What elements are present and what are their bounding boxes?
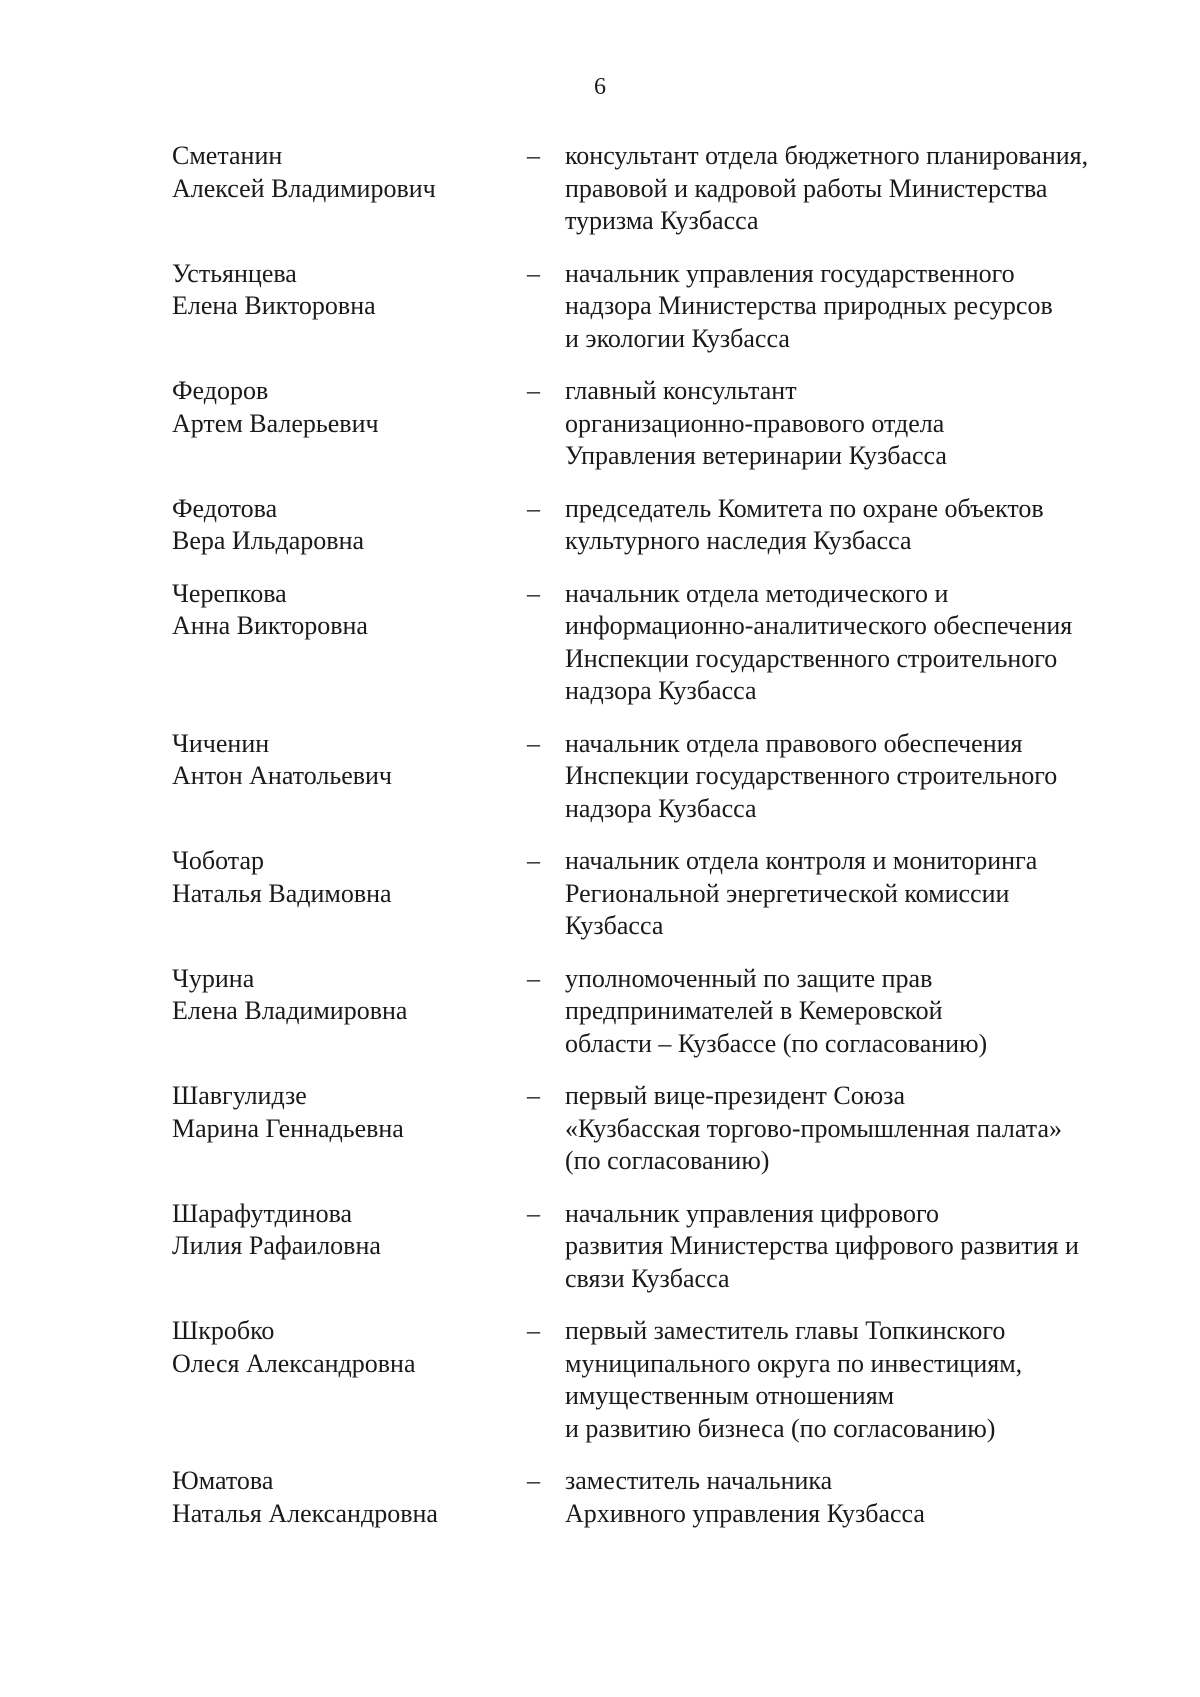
member-surname: Чурина (172, 963, 255, 993)
separator-dash: – (527, 578, 540, 608)
position-line: развития Министерства цифрового развития и (565, 1231, 1079, 1260)
member-name (172, 1315, 527, 1380)
member-entry (172, 493, 1152, 558)
member-name (172, 140, 527, 205)
position-line: начальник управления государственного (565, 258, 1015, 288)
position-line: (по согласованию) (565, 1146, 770, 1175)
position-line: информационно-аналитического обеспечения (565, 611, 1073, 640)
member-name (172, 1465, 527, 1530)
member-entry (172, 1198, 1152, 1296)
position-line: Инспекции государственного строительного (565, 761, 1058, 790)
separator-dash: – (527, 1316, 540, 1345)
member-surname: Федотова (172, 493, 278, 523)
member-entry (172, 578, 1152, 708)
member-surname: Шкробко (172, 1316, 275, 1345)
member-position (565, 1198, 1152, 1296)
position-line: начальник отдела контроля и мониторинга (565, 846, 1038, 875)
member-name (172, 845, 527, 910)
member-name (172, 493, 527, 558)
position-line: начальник управления цифрового (565, 1198, 940, 1228)
position-line: культурного наследия Кузбасса (565, 526, 912, 555)
member-position (565, 140, 1152, 238)
separator-dash: – (527, 963, 540, 993)
member-position (565, 1080, 1152, 1178)
member-name (172, 963, 527, 1028)
position-line: «Кузбасская торгово-промышленная палата» (565, 1113, 1062, 1143)
position-line: консультант отдела бюджетного планирования, (565, 141, 1089, 170)
separator-dash: – (527, 258, 540, 288)
member-position (565, 1315, 1152, 1445)
member-entry (172, 728, 1152, 826)
separator-dash: – (527, 1198, 540, 1228)
separator-dash: – (527, 1081, 540, 1110)
member-entry (172, 258, 1152, 356)
member-position (565, 1465, 1152, 1530)
member-surname: Сметанин (172, 141, 283, 170)
member-position (565, 578, 1152, 708)
position-line: надзора Министерства природных ресурсов (565, 291, 1053, 320)
position-line: муниципального округа по инвестициям, (565, 1348, 1023, 1378)
position-line: надзора Кузбасса (565, 676, 757, 705)
position-line: начальник отдела методического и (565, 578, 949, 608)
member-position (565, 493, 1152, 558)
member-given-names: Алексей Владимирович (172, 173, 436, 203)
member-given-names: Елена Викторовна (172, 291, 376, 320)
member-given-names: Вера Ильдаровна (172, 526, 365, 555)
member-surname: Черепкова (172, 578, 287, 608)
position-line: начальник отдела правового обеспечения (565, 728, 1023, 758)
separator-dash: – (527, 728, 540, 758)
position-line: и экологии Кузбасса (565, 323, 790, 353)
position-line: туризма Кузбасса (565, 206, 759, 235)
member-entry (172, 140, 1152, 238)
member-given-names: Елена Владимировна (172, 996, 408, 1025)
member-entry (172, 1315, 1152, 1445)
member-position (565, 258, 1152, 356)
member-surname: Шарафутдинова (172, 1198, 353, 1228)
position-line: правовой и кадровой работы Министерства (565, 173, 1048, 203)
member-entry (172, 1080, 1152, 1178)
member-surname: Чиченин (172, 728, 270, 758)
member-name (172, 1198, 527, 1263)
member-entry (172, 1465, 1152, 1530)
member-given-names: Лилия Рафаиловна (172, 1231, 381, 1260)
position-line: заместитель начальника (565, 1466, 833, 1495)
position-line: связи Кузбасса (565, 1263, 730, 1293)
member-given-names: Наталья Вадимовна (172, 878, 392, 908)
member-given-names: Олеся Александровна (172, 1348, 416, 1378)
position-line: Управления ветеринарии Кузбасса (565, 441, 947, 470)
position-line: председатель Комитета по охране объектов (565, 493, 1044, 523)
position-line: первый вице-президент Союза (565, 1081, 905, 1110)
member-name (172, 728, 527, 793)
member-surname: Федоров (172, 376, 269, 405)
member-entry (172, 845, 1152, 943)
position-line: и развитию бизнеса (по согласованию) (565, 1413, 996, 1443)
member-name (172, 375, 527, 440)
separator-dash: – (527, 376, 540, 405)
member-position (565, 963, 1152, 1061)
position-line: организационно-правового отдела (565, 408, 945, 438)
position-line: предпринимателей в Кемеровской (565, 996, 943, 1025)
position-line: Региональной энергетической комиссии (565, 878, 1010, 908)
member-position (565, 845, 1152, 943)
position-line: Кузбасса (565, 911, 664, 940)
position-line: главный консультант (565, 376, 797, 405)
member-name (172, 1080, 527, 1145)
position-line: надзора Кузбасса (565, 793, 757, 823)
member-given-names: Артем Валерьевич (172, 408, 379, 438)
member-surname: Юматова (172, 1466, 274, 1495)
position-line: Архивного управления Кузбасса (565, 1498, 925, 1528)
member-given-names: Наталья Александровна (172, 1498, 438, 1528)
position-line: имущественным отношениям (565, 1381, 895, 1410)
position-line: первый заместитель главы Топкинского (565, 1316, 1006, 1345)
member-surname: Устьянцева (172, 258, 297, 288)
position-line: Инспекции государственного строительного (565, 643, 1058, 673)
member-name (172, 578, 527, 643)
member-given-names: Антон Анатольевич (172, 761, 392, 790)
position-line: области – Кузбассе (по согласованию) (565, 1028, 988, 1058)
member-entry (172, 963, 1152, 1061)
separator-dash: – (527, 141, 540, 170)
position-line: уполномоченный по защите прав (565, 963, 933, 993)
separator-dash: – (527, 1466, 540, 1495)
page-number: 6 (594, 74, 606, 100)
member-given-names: Анна Викторовна (172, 611, 368, 640)
member-list (172, 140, 1152, 1550)
member-surname: Шавгулидзе (172, 1081, 307, 1110)
separator-dash: – (527, 493, 540, 523)
member-entry (172, 375, 1152, 473)
member-given-names: Марина Геннадьевна (172, 1113, 404, 1143)
member-position (565, 728, 1152, 826)
member-position (565, 375, 1152, 473)
member-surname: Чоботар (172, 846, 265, 875)
member-name (172, 258, 527, 323)
separator-dash: – (527, 846, 540, 875)
